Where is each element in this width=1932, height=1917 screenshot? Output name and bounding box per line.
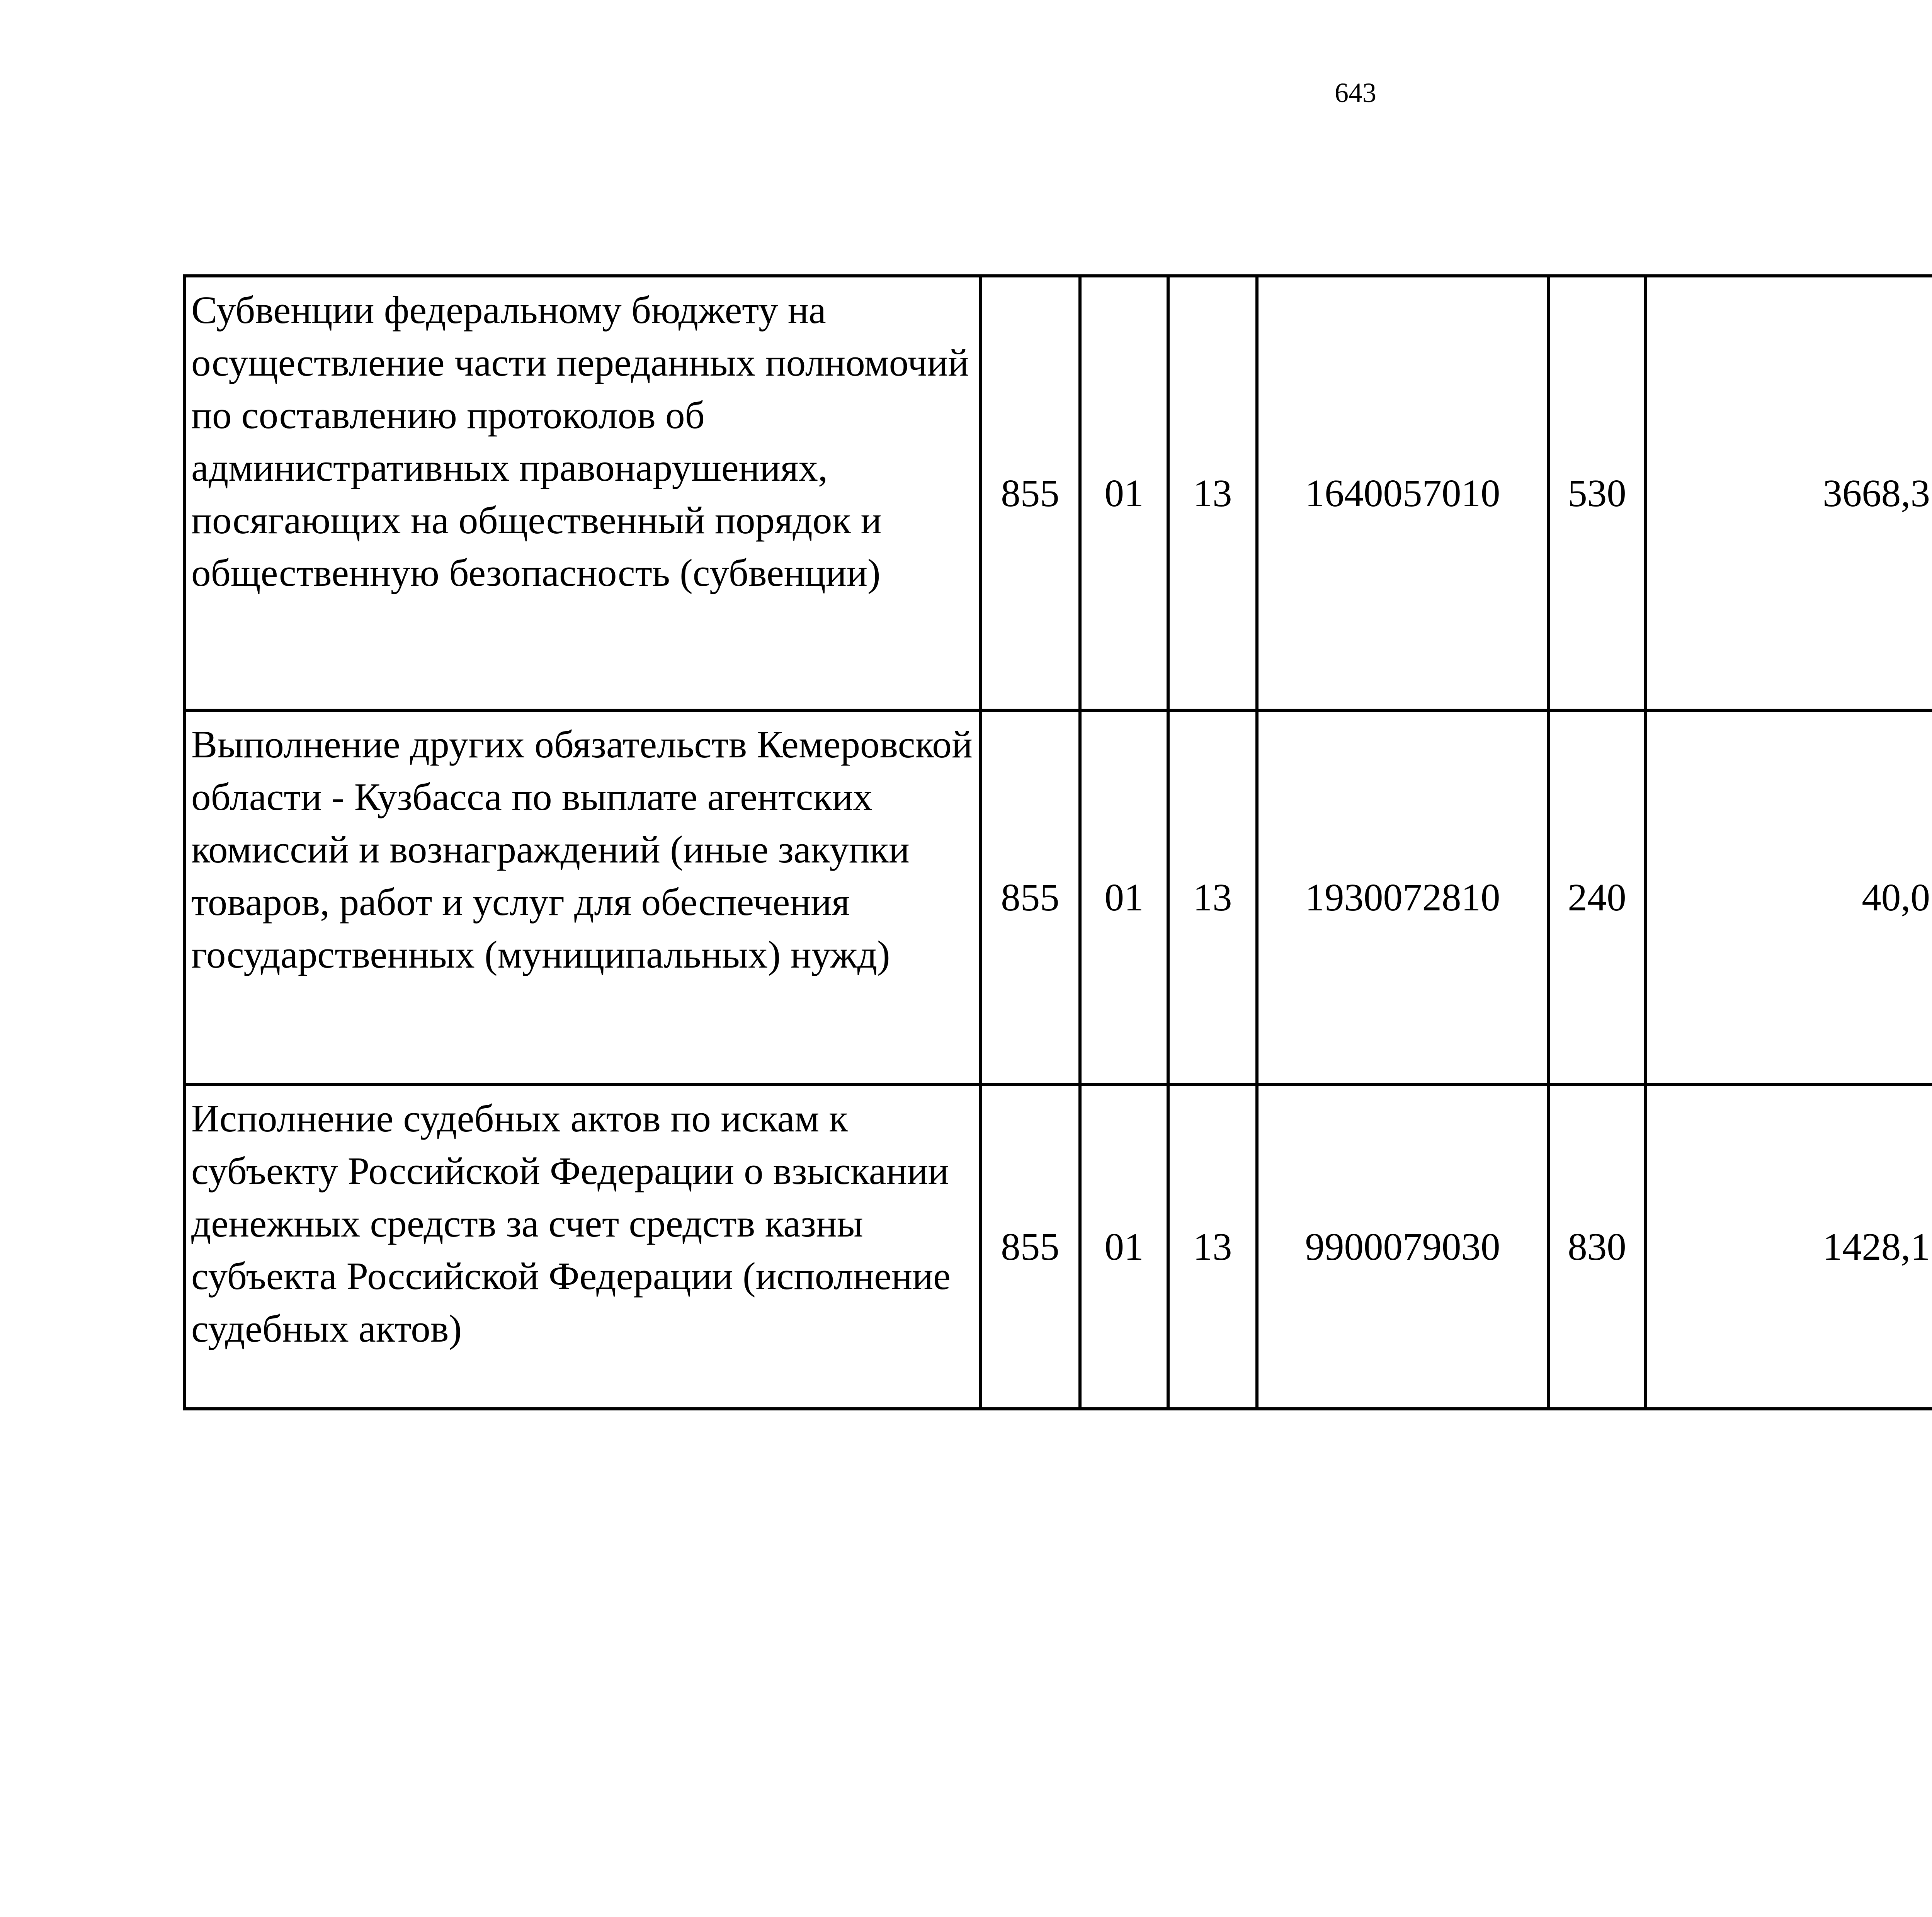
amount-1: 1428,1 [1646, 1084, 1932, 1409]
row-description: Выполнение других обязательств Кемеровской области - Кузбасса по выплате агентских комиссий и вознаграждений (иные закупки товаров, работ и услуг для обеспечения государственных (муниципальных) нужд) [184, 710, 980, 1084]
subsection-code: 13 [1168, 1084, 1257, 1409]
table-row [184, 1084, 1932, 1409]
expense-type-code: 530 [1548, 276, 1646, 710]
subsection-code: 13 [1168, 710, 1257, 1084]
table-row [184, 710, 1932, 1084]
expense-type-code: 830 [1548, 1084, 1646, 1409]
ministry-code: 855 [980, 1084, 1080, 1409]
row-description: Исполнение судебных актов по искам к субъекту Российской Федерации о взыскании денежных средств за счет средств казны субъекта Российской Федерации (исполнение судебных актов) [184, 1084, 980, 1409]
target-article-code: 9900079030 [1257, 1084, 1548, 1409]
target-article-code: 1640057010 [1257, 276, 1548, 710]
section-code: 01 [1080, 710, 1168, 1084]
ministry-code: 855 [980, 276, 1080, 710]
budget-table [183, 274, 1932, 1410]
subsection-code: 13 [1168, 276, 1257, 710]
row-description: Субвенции федеральному бюджету на осуществление части переданных полномочий по составлению протоколов об административных правонарушениях, посягающих на общественный порядок и общественную безопасность (субвенции) [184, 276, 980, 710]
page-number: 643 [1335, 77, 1376, 108]
target-article-code: 1930072810 [1257, 710, 1548, 1084]
amount-1: 40,0 [1646, 710, 1932, 1084]
ministry-code: 855 [980, 710, 1080, 1084]
table-row [184, 276, 1932, 710]
expense-type-code: 240 [1548, 710, 1646, 1084]
section-code: 01 [1080, 1084, 1168, 1409]
amount-1: 3668,3 [1646, 276, 1932, 710]
section-code: 01 [1080, 276, 1168, 710]
